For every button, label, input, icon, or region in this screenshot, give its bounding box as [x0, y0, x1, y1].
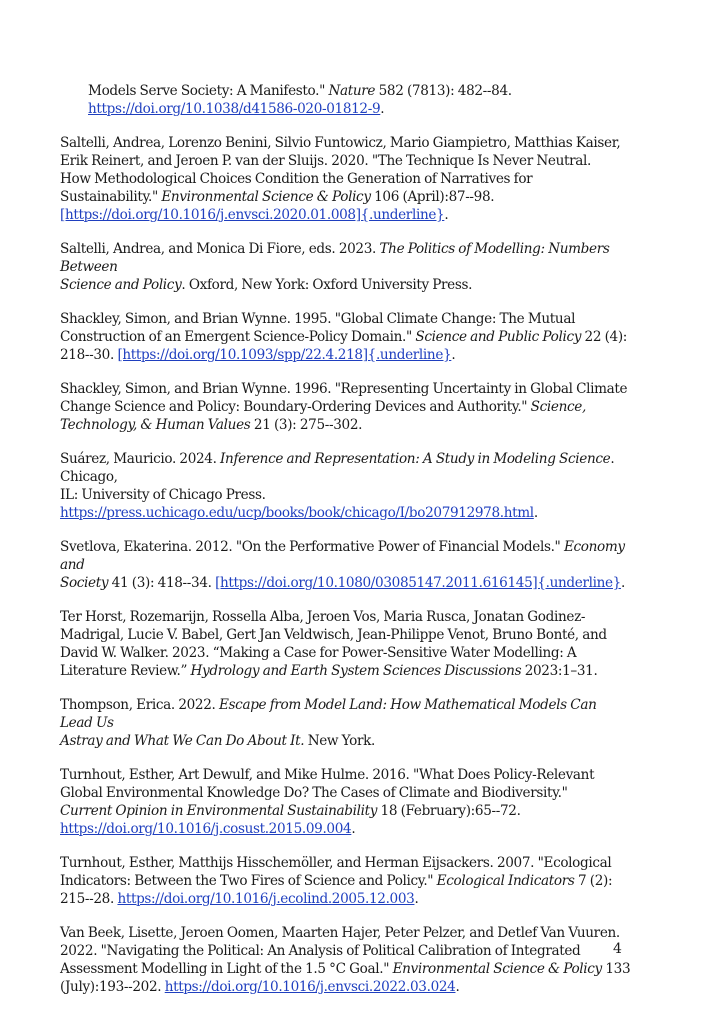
reference-entry — [60, 696, 632, 750]
reference-entry — [60, 766, 632, 838]
italic-title: Ecological Indicators — [436, 873, 575, 889]
reference-line — [60, 574, 632, 592]
italic-title: Escape from Model Land: How Mathematical Models Can Lead Us — [60, 697, 597, 731]
reference-text: 7 (2): — [574, 873, 613, 889]
reference-text: . — [455, 979, 460, 995]
reference-line — [60, 784, 632, 802]
reference-text: Assessment Modelling in Light of the 1.5 °C Goal." — [60, 961, 393, 977]
reference-text: IL: University of Chicago Press. — [60, 487, 266, 503]
reference-text: . — [451, 347, 456, 363]
reference-text: Models Serve Society: A Manifesto." — [88, 83, 329, 99]
italic-title: Inference and Representation: A Study in Modeling Science — [220, 451, 611, 467]
reference-text: . — [351, 821, 356, 837]
reference-line — [60, 942, 632, 960]
italic-title: Science and Public Policy — [415, 329, 582, 345]
reference-text: . — [414, 891, 419, 907]
doi-link[interactable]: [https://doi.org/10.1016/j.envsci.2020.01.008]{.underline} — [60, 207, 445, 223]
reference-text: New York. — [304, 733, 375, 749]
reference-line — [88, 100, 632, 118]
reference-text: . — [380, 101, 385, 117]
reference-line — [60, 134, 632, 152]
doi-link[interactable]: https://doi.org/10.1016/j.envsci.2022.03.024 — [164, 979, 456, 995]
reference-text: Thompson, Erica. 2022. — [60, 697, 219, 713]
reference-text: Global Environmental Knowledge Do? The Cases of Climate and Biodiversity." — [60, 785, 568, 801]
reference-line — [60, 380, 632, 398]
reference-text: Indicators: Between the Two Fires of Science and Policy." — [60, 873, 437, 889]
page-number: 4 — [613, 941, 622, 957]
reference-text: Suárez, Mauricio. 2024. — [60, 451, 221, 467]
reference-text: 133 — [601, 961, 631, 977]
doi-link[interactable]: https://doi.org/10.1038/d41586-020-01812-9 — [88, 101, 381, 117]
reference-line — [60, 398, 632, 416]
reference-line — [60, 978, 632, 996]
reference-entry — [60, 380, 632, 434]
reference-entry — [60, 538, 632, 592]
reference-list — [60, 82, 632, 1012]
reference-text: Madrigal, Lucie V. Babel, Gert Jan Veldwisch, Jean-Philippe Venot, Bruno Bonté, and — [60, 627, 607, 643]
doi-link[interactable]: https://doi.org/10.1016/j.cosust.2015.09.004 — [60, 821, 352, 837]
reference-line — [60, 328, 632, 346]
reference-line — [60, 608, 632, 626]
italic-title: Economy and — [60, 539, 625, 573]
reference-line — [60, 346, 632, 364]
reference-line — [60, 732, 632, 750]
italic-title: Science, — [530, 399, 586, 415]
italic-title: Astray and What We Can Do About It. — [60, 733, 305, 749]
reference-entry — [60, 82, 632, 118]
reference-text: 215--28. — [60, 891, 118, 907]
reference-text: Sustainability." — [60, 189, 162, 205]
reference-line — [60, 626, 632, 644]
reference-line — [60, 188, 632, 206]
doi-link[interactable]: https://press.uchicago.edu/ucp/books/book/chicago/I/bo207912978.html — [60, 505, 534, 521]
reference-text: . Chicago, — [60, 451, 615, 485]
reference-text: 2022. "Navigating the Political: An Analysis of Political Calibration of Integrated — [60, 943, 581, 959]
reference-line — [60, 802, 632, 820]
italic-title: Environmental Science & Policy — [161, 189, 371, 205]
italic-title: Current Opinion in Environmental Sustainability — [60, 803, 378, 819]
reference-text: Saltelli, Andrea, Lorenzo Benini, Silvio Funtowicz, Mario Giampietro, Matthias Kaiser, — [60, 135, 621, 151]
reference-entry — [60, 608, 632, 680]
reference-line — [60, 310, 632, 328]
reference-text: 21 (3): 275--302. — [250, 417, 363, 433]
reference-text: 22 (4): — [581, 329, 628, 345]
reference-line — [60, 206, 632, 224]
reference-text: . — [620, 575, 625, 591]
reference-line — [60, 662, 632, 680]
reference-entry — [60, 134, 632, 224]
reference-text: How Methodological Choices Condition the Generation of Narratives for — [60, 171, 533, 187]
reference-text: 18 (February):65--72. — [377, 803, 521, 819]
italic-title: The Politics of Modelling: Numbers Between — [60, 241, 610, 275]
reference-line — [60, 450, 632, 486]
reference-entry — [60, 240, 632, 294]
italic-title: Science and Policy — [60, 277, 182, 293]
reference-line — [60, 644, 632, 662]
reference-line — [60, 152, 632, 170]
reference-text: Shackley, Simon, and Brian Wynne. 1996. "Representing Uncertainty in Global Climate — [60, 381, 628, 397]
reference-line — [88, 82, 632, 100]
reference-text: . Oxford, New York: Oxford University Press. — [181, 277, 473, 293]
reference-text: 2023:1–31. — [521, 663, 598, 679]
reference-line — [60, 820, 632, 838]
reference-line — [60, 696, 632, 732]
reference-line — [60, 960, 632, 978]
reference-line — [60, 416, 632, 434]
reference-line — [60, 890, 632, 908]
reference-line — [60, 766, 632, 784]
reference-text: Literature Review.” — [60, 663, 191, 679]
reference-line — [60, 504, 632, 522]
reference-text: Van Beek, Lisette, Jeroen Oomen, Maarten Hajer, Peter Pelzer, and Detlef Van Vuuren. — [60, 925, 620, 941]
reference-entry — [60, 854, 632, 908]
doi-link[interactable]: https://doi.org/10.1016/j.ecolind.2005.12.003 — [117, 891, 415, 907]
reference-entry — [60, 924, 632, 996]
reference-text: 41 (3): 418--34. — [108, 575, 216, 591]
reference-line — [60, 276, 632, 294]
reference-text: 106 (April):87--98. — [370, 189, 495, 205]
reference-text: Shackley, Simon, and Brian Wynne. 1995. "Global Climate Change: The Mutual — [60, 311, 576, 327]
reference-text: Turnhout, Esther, Art Dewulf, and Mike Hulme. 2016. "What Does Policy-Relevant — [60, 767, 595, 783]
reference-entry — [60, 310, 632, 364]
reference-line — [60, 170, 632, 188]
reference-text: Ter Horst, Rozemarijn, Rossella Alba, Jeroen Vos, Maria Rusca, Jonatan Godinez- — [60, 609, 586, 625]
reference-text: Svetlova, Ekaterina. 2012. "On the Performative Power of Financial Models." — [60, 539, 564, 555]
reference-entry — [60, 450, 632, 522]
reference-text: 582 (7813): 482--84. — [375, 83, 512, 99]
reference-line — [60, 240, 632, 276]
reference-text: Saltelli, Andrea, and Monica Di Fiore, eds. 2023. — [60, 241, 380, 257]
reference-line — [60, 872, 632, 890]
italic-title: Environmental Science & Policy — [392, 961, 602, 977]
italic-title: Nature — [328, 83, 376, 99]
italic-title: Society — [60, 575, 109, 591]
reference-line — [60, 486, 632, 504]
reference-text: 218--30. — [60, 347, 118, 363]
reference-line — [60, 538, 632, 574]
doi-link[interactable]: [https://doi.org/10.1093/spp/22.4.218]{.underline} — [117, 347, 452, 363]
italic-title: Technology, & Human Values — [60, 417, 251, 433]
italic-title: Hydrology and Earth System Sciences Discussions — [190, 663, 522, 679]
reference-text: . — [533, 505, 538, 521]
reference-text: Erik Reinert, and Jeroen P. van der Sluijs. 2020. "The Technique Is Never Neutral. — [60, 153, 591, 169]
reference-line — [60, 924, 632, 942]
reference-text: Change Science and Policy: Boundary-Ordering Devices and Authority." — [60, 399, 531, 415]
reference-text: Turnhout, Esther, Matthijs Hisschemöller, and Herman Eijsackers. 2007. "Ecological — [60, 855, 612, 871]
reference-text: (July):193--202. — [60, 979, 165, 995]
reference-line — [60, 854, 632, 872]
reference-text: David W. Walker. 2023. “Making a Case for Power-Sensitive Water Modelling: A — [60, 645, 577, 661]
reference-text: . — [444, 207, 449, 223]
doi-link[interactable]: [https://doi.org/10.1080/03085147.2011.616145]{.underline} — [215, 575, 621, 591]
reference-text: Construction of an Emergent Science-Policy Domain." — [60, 329, 416, 345]
